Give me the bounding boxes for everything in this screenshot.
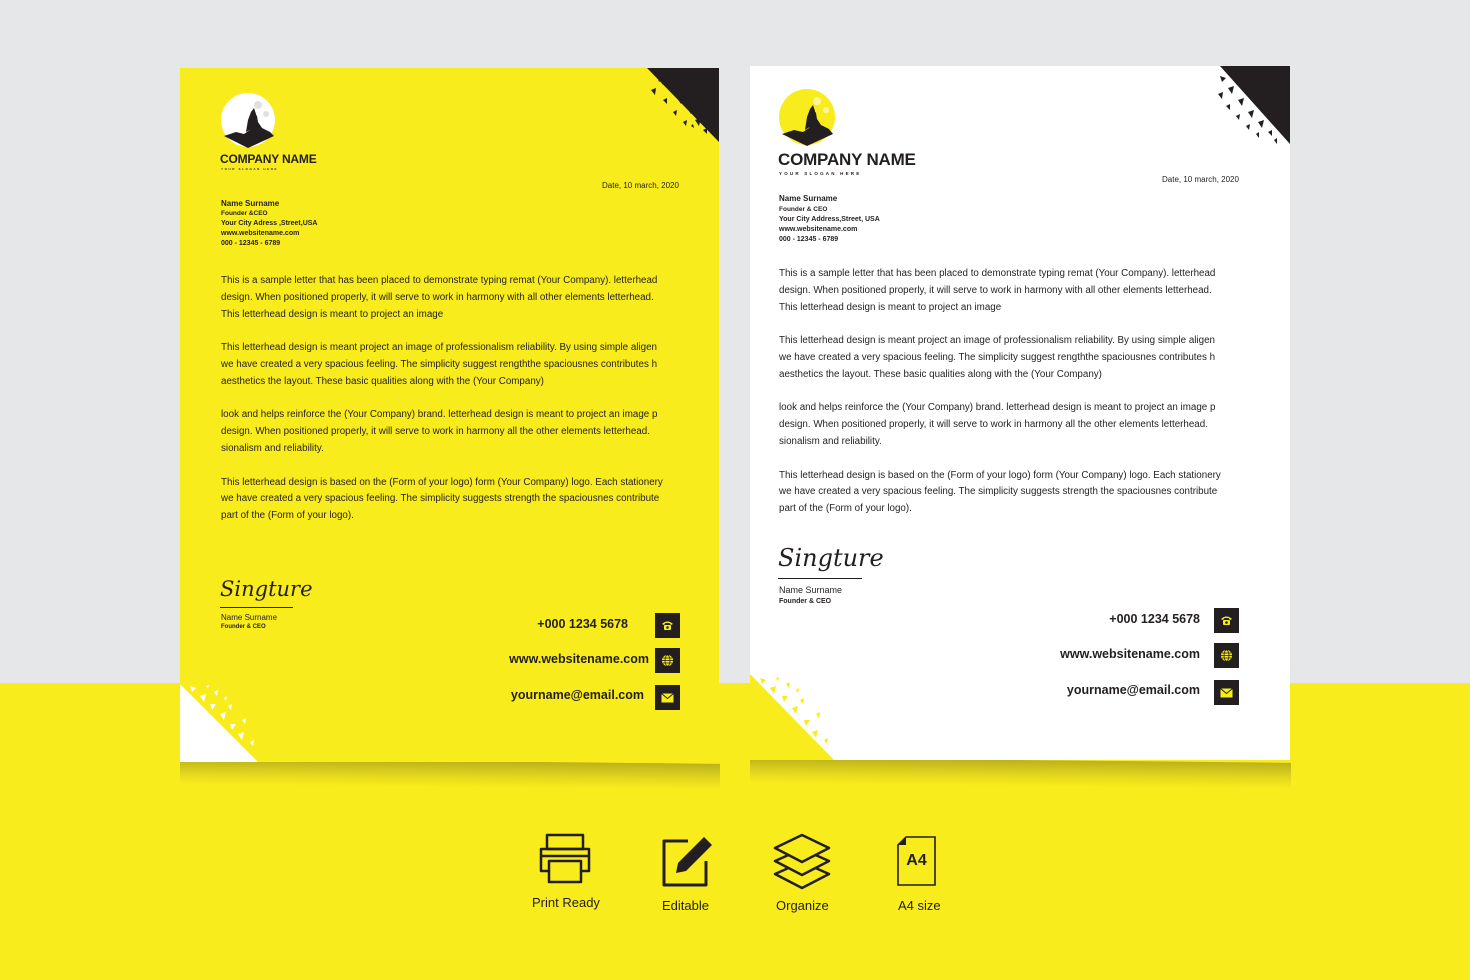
sender-website: www.websitename.com bbox=[779, 226, 858, 233]
body-line: design. When positioned properly, it will serve to work in harmony with all other elements letterhead. bbox=[779, 284, 1212, 296]
company-name: COMPANY NAME bbox=[778, 150, 916, 169]
body-line: This letterhead design is meant project an image of professionalism reliability. By using simple aligen bbox=[779, 335, 1215, 347]
sender-name: Name Surname bbox=[221, 199, 280, 208]
letter-date: Date, 10 march, 2020 bbox=[602, 181, 679, 190]
signature: Singture bbox=[220, 577, 313, 601]
body-line: part of the (Form of your logo). bbox=[221, 510, 354, 522]
body-line: look and helps reinforce the (Your Company) brand. letterhead design is meant to project an image p bbox=[779, 402, 1216, 414]
contact-website: www.websitename.com bbox=[1060, 647, 1200, 661]
body-line: look and helps reinforce the (Your Company) brand. letterhead design is meant to project an image p bbox=[221, 409, 658, 421]
contact-phone: +000 1234 5678 bbox=[1109, 612, 1200, 626]
feature-label-a4-size: A4 size bbox=[898, 898, 941, 913]
globe-icon bbox=[655, 648, 680, 673]
signer-name: Name Surname bbox=[221, 613, 278, 622]
body-line: This is a sample letter that has been placed to demonstrate typing remat (Your Company). letterhead bbox=[221, 275, 658, 286]
body-line: This letterhead design is meant to project an image bbox=[221, 308, 444, 320]
globe-icon bbox=[1214, 643, 1239, 668]
wolf-moon-logo bbox=[220, 92, 276, 148]
letterhead-white bbox=[750, 66, 1290, 760]
feature-label-print-ready: Print Ready bbox=[532, 895, 600, 910]
body-line: design. When positioned properly, it will serve to work in harmony all the other elements letterhead. bbox=[221, 426, 650, 438]
sender-block bbox=[221, 199, 317, 247]
sender-phone: 000 - 12345 - 6789 bbox=[779, 236, 839, 243]
phone-icon bbox=[1214, 608, 1239, 633]
shatter-corner-top-right bbox=[1214, 66, 1290, 148]
contact-email: yourname@email.com bbox=[1066, 683, 1200, 697]
company-slogan: YOUR SLOGAN HERE bbox=[779, 171, 862, 176]
body-line: sionalism and reliability. bbox=[779, 435, 882, 447]
sender-role: Founder &CEO bbox=[221, 210, 268, 217]
signer-name: Name Surname bbox=[779, 585, 843, 595]
layers-icon bbox=[773, 832, 831, 890]
sender-website: www.websitename.com bbox=[221, 230, 300, 237]
body-line: design. When positioned properly, it will serve to work in harmony all the other elements letterhead. bbox=[779, 419, 1208, 431]
letter-date: Date, 10 march, 2020 bbox=[1162, 175, 1239, 184]
letter-body bbox=[779, 266, 1221, 518]
printer-icon bbox=[538, 832, 592, 886]
body-line: aesthetics the layout. These basic qualities along with the (Your Company) bbox=[221, 375, 544, 387]
signature-line bbox=[220, 607, 293, 608]
body-line: part of the (Form of your logo). bbox=[779, 503, 912, 515]
company-name: COMPANY NAME bbox=[220, 152, 317, 166]
body-line: we have created a very spacious feeling. The simplicity suggests strength the spaciousnes contribute bbox=[221, 493, 660, 505]
shatter-corner-bottom-left bbox=[180, 682, 262, 762]
signature-line bbox=[778, 578, 862, 579]
a4-page-icon bbox=[897, 836, 936, 886]
contact-website: www.websitename.com bbox=[509, 652, 649, 666]
sender-name: Name Surname bbox=[779, 194, 838, 203]
body-line: This is a sample letter that has been placed to demonstrate typing remat (Your Company). letterhead bbox=[779, 268, 1216, 279]
envelope-icon bbox=[1214, 680, 1239, 705]
sender-block bbox=[779, 194, 880, 243]
sender-address: Your City Adress ,Street,USA bbox=[221, 220, 318, 227]
body-line: we have created a very spacious feeling. The simplicity suggest rengththe spaciousnes contributes h bbox=[221, 358, 658, 370]
contact-email: yourname@email.com bbox=[510, 688, 644, 702]
feature-label-editable: Editable bbox=[662, 898, 709, 913]
body-line: we have created a very spacious feeling. The simplicity suggest rengththe spaciousnes contributes h bbox=[779, 351, 1216, 363]
sender-address: Your City Address,Street, USA bbox=[779, 216, 880, 223]
letterhead-yellow bbox=[180, 68, 719, 762]
contact-phone: +000 1234 5678 bbox=[537, 617, 628, 631]
envelope-icon bbox=[655, 685, 680, 710]
body-line: aesthetics the layout. These basic qualities along with the (Your Company) bbox=[779, 368, 1102, 380]
wolf-moon-logo bbox=[778, 88, 836, 146]
signer-role: Founder & CEO bbox=[221, 624, 266, 630]
body-line: This letterhead design is based on the (Form of your logo) form (Your Company) logo. Each stationery bbox=[779, 469, 1221, 481]
body-line: This letterhead design is based on the (Form of your logo) form (Your Company) logo. Each stationery bbox=[221, 476, 663, 488]
feature-label-organize: Organize bbox=[776, 898, 829, 913]
company-slogan: YOUR SLOGAN HERE bbox=[221, 167, 279, 171]
body-line: This letterhead design is meant to project an image bbox=[779, 301, 1002, 313]
body-line: design. When positioned properly, it will serve to work in harmony with all other elements letterhead. bbox=[221, 291, 654, 303]
sender-phone: 000 - 12345 - 6789 bbox=[221, 240, 281, 247]
phone-icon bbox=[655, 613, 680, 638]
shatter-corner-bottom-left bbox=[750, 674, 838, 760]
signature: Singture bbox=[778, 544, 884, 572]
signer-role: Founder & CEO bbox=[779, 598, 832, 605]
a4-icon-text: A4 bbox=[906, 852, 927, 869]
edit-icon bbox=[660, 835, 714, 889]
body-line: we have created a very spacious feeling. The simplicity suggests strength the spaciousnes contribute bbox=[779, 486, 1218, 498]
body-line: sionalism and reliability. bbox=[221, 442, 324, 454]
body-line: This letterhead design is meant project an image of professionalism reliability. By using simple aligen bbox=[221, 342, 657, 354]
letter-body bbox=[221, 273, 663, 525]
sender-role: Founder & CEO bbox=[779, 206, 828, 213]
shatter-corner-top-right bbox=[643, 68, 719, 144]
